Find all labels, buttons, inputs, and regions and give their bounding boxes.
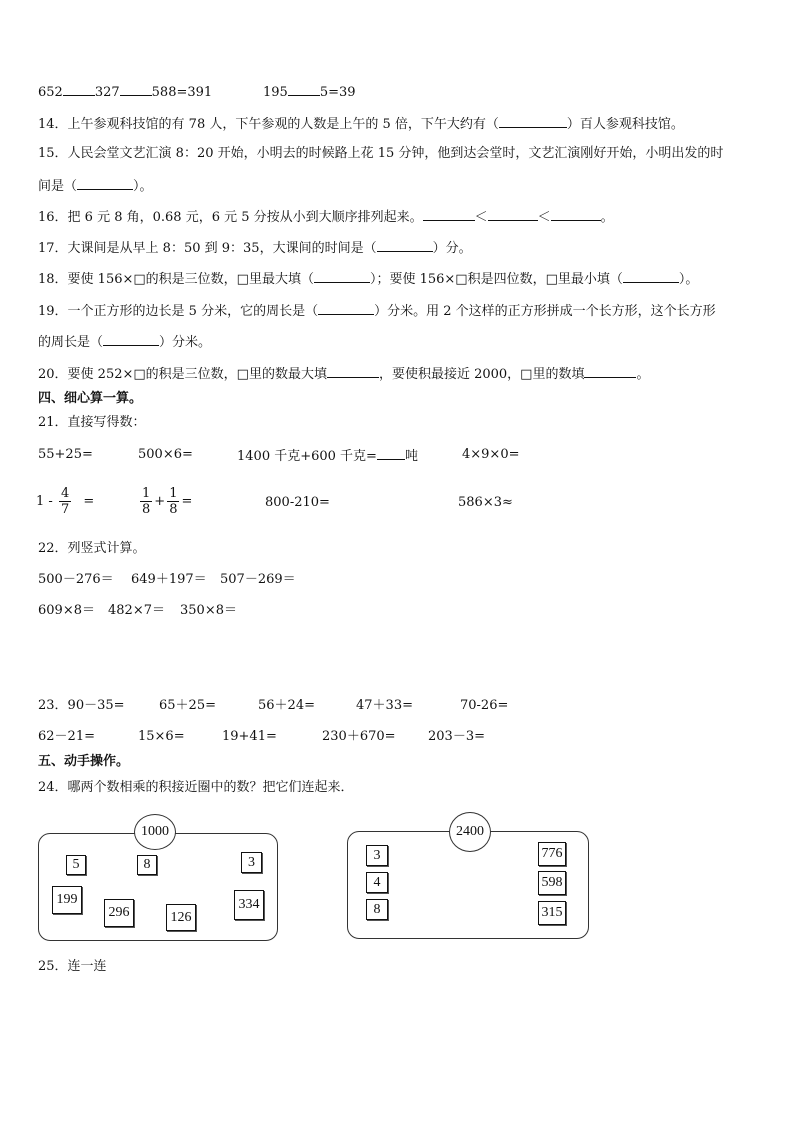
- unit-ton: 吨: [404, 449, 418, 464]
- q21-fraction-item-1: [36, 484, 94, 520]
- q21-item: 4×9×0=: [462, 447, 520, 462]
- number-box[interactable]: 776: [538, 842, 566, 866]
- q21-item: 500×6=: [138, 447, 193, 462]
- answer-blank[interactable]: [103, 332, 159, 346]
- question-19: [38, 301, 716, 321]
- num-195: 195: [263, 85, 288, 100]
- question-20-a: 20．要使 252×□的积是三位数，□里的数最大填: [38, 367, 327, 382]
- num-5-39: 5=39: [319, 85, 356, 100]
- q23-item: 70-26=: [460, 698, 509, 713]
- target-circle-2400: 2400: [449, 812, 491, 852]
- number-box[interactable]: 199: [52, 886, 82, 914]
- denominator: 8: [142, 502, 151, 517]
- section-5-heading: 五、动手操作。: [38, 754, 130, 769]
- question-24: 24．哪两个数相乘的积接近圈中的数？把它们连起来．: [38, 780, 354, 795]
- question-20-b: ，要使积最接近 2000，□里的数填: [378, 367, 585, 382]
- num-588-391: 588=391: [151, 85, 213, 100]
- answer-blank[interactable]: [63, 82, 95, 96]
- q23-item: 19+41=: [222, 729, 277, 744]
- num-327: 327: [94, 85, 120, 100]
- question-22: 22．列竖式计算。: [38, 541, 146, 556]
- q22-item: 500－276＝: [38, 572, 114, 587]
- number-box[interactable]: 296: [104, 899, 134, 927]
- number-box[interactable]: 4: [366, 872, 388, 893]
- answer-blank[interactable]: [318, 301, 374, 315]
- denominator: 7: [60, 502, 70, 517]
- question-18: [38, 269, 698, 289]
- line-top-left: [38, 82, 212, 102]
- q21-item: [237, 446, 418, 466]
- question-14-text: 14．上午参观科技馆的有 78 人，下午参观的人数是上午的 5 倍，下午大约有（: [38, 117, 499, 132]
- answer-blank[interactable]: [423, 207, 475, 221]
- number-box[interactable]: 598: [538, 871, 566, 895]
- answer-blank[interactable]: [551, 207, 601, 221]
- numerator: 1: [142, 486, 151, 501]
- numerator: 4: [60, 486, 70, 501]
- answer-blank[interactable]: [499, 114, 567, 128]
- question-16-text: 16．把 6 元 8 角，0.68 元，6 元 5 分按从小到大顺序排列起来。: [38, 210, 423, 225]
- answer-blank[interactable]: [377, 446, 405, 460]
- question-14: [38, 114, 684, 134]
- number-box[interactable]: 334: [234, 890, 264, 920]
- q22-item: 649＋197＝: [131, 572, 207, 587]
- question-18-c: ）。: [678, 272, 699, 287]
- q23-item: 65＋25=: [159, 698, 216, 713]
- question-17: [38, 238, 472, 258]
- answer-blank[interactable]: [77, 176, 133, 190]
- question-20-c: 。: [636, 367, 650, 382]
- question-17-tail: ）分。: [432, 241, 472, 256]
- question-15: 15．人民会堂文艺汇演 8：20 开始，小明去的时候路上花 15 分钟，他到达会堂时，文艺汇演刚好开始，小明出发的时: [38, 146, 724, 161]
- question-18-a: 18．要使 156×□的积是三位数，□里最大填（: [38, 272, 314, 287]
- q21-item: 586×3≈: [458, 495, 513, 510]
- q21-weight-text: 1400 千克+600 千克=: [237, 449, 377, 464]
- q23-item: 15×6=: [138, 729, 185, 744]
- number-box[interactable]: 126: [166, 904, 196, 931]
- target-circle-1000: 1000: [134, 814, 176, 850]
- number-box[interactable]: 8: [366, 899, 388, 920]
- question-19-b: ）分米。用 2 个这样的正方形拼成一个长方形，这个长方形: [374, 304, 716, 319]
- fraction: [140, 486, 152, 517]
- less-than-sign: ＜: [474, 210, 488, 225]
- question-15-tail: ）。: [133, 179, 153, 194]
- question-15-b: 间是（: [38, 179, 78, 194]
- question-25: 25．连一连: [38, 959, 107, 974]
- q23-item: 62－21=: [38, 729, 95, 744]
- equals: =: [83, 494, 95, 509]
- q23-item: 56＋24=: [258, 698, 315, 713]
- question-19-a: 19．一个正方形的边长是 5 分米，它的周长是（: [38, 304, 319, 319]
- number-box[interactable]: 3: [366, 845, 388, 866]
- q21-fraction-item-2: [138, 484, 192, 520]
- num-652: 652: [38, 85, 63, 100]
- number-box[interactable]: 315: [538, 901, 566, 925]
- less-than-sign: ＜: [537, 210, 551, 225]
- section-4-heading: 四、细心算一算。: [38, 391, 143, 406]
- period: 。: [600, 210, 614, 225]
- answer-blank[interactable]: [377, 238, 433, 252]
- q22-item: 609×8＝: [38, 603, 95, 618]
- fraction: [59, 486, 71, 517]
- q21-item: 55+25=: [38, 447, 93, 462]
- answer-blank[interactable]: [327, 364, 379, 378]
- q21-item: 800-210=: [265, 495, 330, 510]
- equals: =: [181, 494, 193, 509]
- answer-blank[interactable]: [488, 207, 538, 221]
- answer-blank[interactable]: [584, 364, 636, 378]
- q22-item: 350×8＝: [180, 603, 237, 618]
- question-18-b: ）；要使 156×□积是四位数，□里最小填（: [369, 272, 623, 287]
- answer-blank[interactable]: [288, 82, 320, 96]
- number-box[interactable]: 3: [241, 852, 262, 873]
- q23-item: 23．90－35=: [38, 698, 125, 713]
- q23-item: 230＋670=: [322, 729, 396, 744]
- line-top-right: [263, 82, 356, 102]
- question-19-d: ）分米。: [159, 335, 212, 350]
- answer-blank[interactable]: [120, 82, 152, 96]
- number-box[interactable]: 8: [137, 855, 157, 875]
- one-minus: 1 -: [36, 494, 53, 509]
- question-15-cont: [38, 176, 153, 196]
- question-16: [38, 207, 614, 227]
- q22-item: 507－269＝: [220, 572, 296, 587]
- q22-item: 482×7＝: [108, 603, 165, 618]
- question-20: [38, 364, 649, 384]
- answer-blank[interactable]: [623, 269, 679, 283]
- question-19-cont: [38, 332, 211, 352]
- fraction: [167, 486, 179, 517]
- question-17-text: 17．大课间是从早上 8：50 到 9：35，大课间的时间是（: [38, 241, 377, 256]
- answer-blank[interactable]: [314, 269, 370, 283]
- q23-item: 47＋33=: [356, 698, 413, 713]
- question-19-c: 的周长是（: [38, 335, 104, 350]
- numerator: 1: [169, 486, 178, 501]
- plus: +: [154, 494, 166, 509]
- question-14-tail: ）百人参观科技馆。: [566, 117, 684, 132]
- denominator: 8: [169, 502, 178, 517]
- number-box[interactable]: 5: [66, 855, 86, 875]
- q23-item: 203－3=: [428, 729, 485, 744]
- question-21: 21．直接写得数：: [38, 415, 146, 430]
